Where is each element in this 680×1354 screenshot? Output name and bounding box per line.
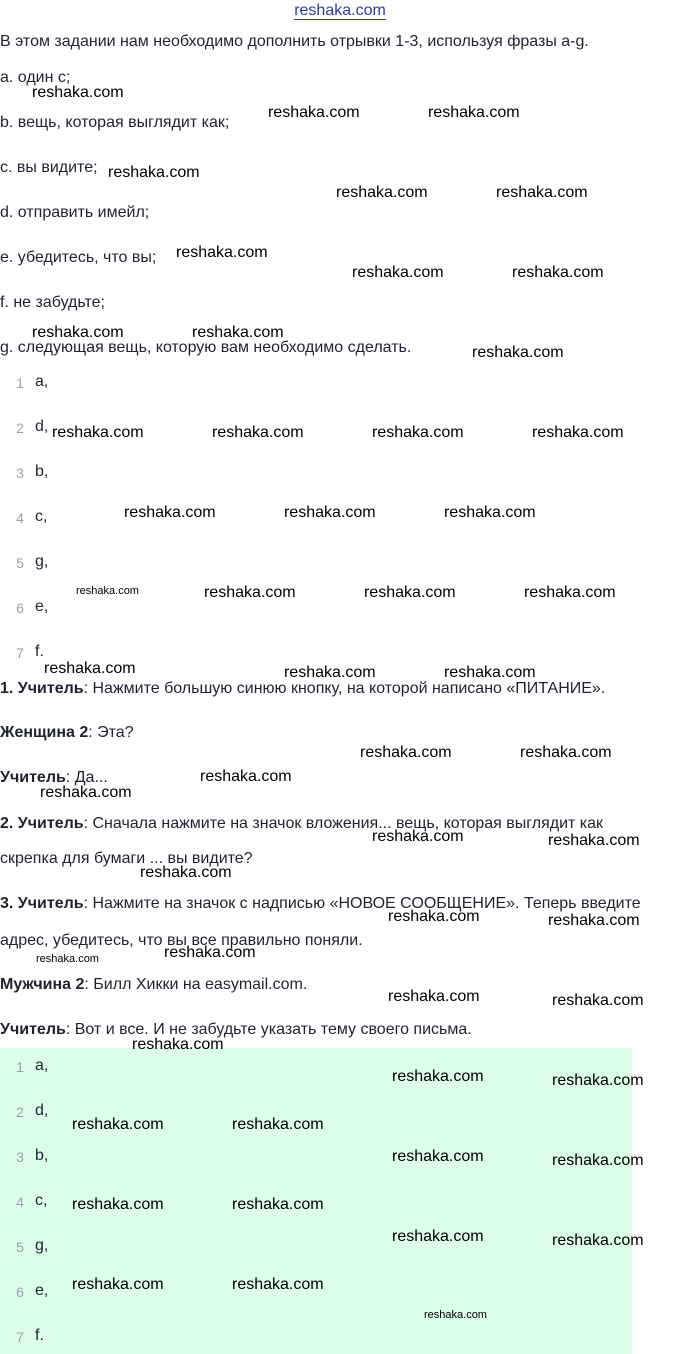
item-answer: a, [35,1057,49,1074]
dialogue-line [0,679,605,699]
item-number: 3 [16,1149,24,1165]
line-text: : Сначала нажмите на значок вложения... вещь, которая выглядит как [83,815,604,832]
speaker: Мужчина 2 [0,976,85,993]
dialogue-line [0,723,134,743]
item-answer: c, [35,508,48,525]
item-answer: g, [35,553,49,570]
watermark: reshaka.com [392,1228,484,1245]
watermark: reshaka.com [428,104,520,121]
watermark: reshaka.com [388,908,480,925]
phrase-e: e. убедитесь, что вы; [0,249,157,266]
watermark: reshaka.com [284,504,376,521]
watermark: reshaka.com [360,744,452,761]
phrase-f: f. не забудьте; [0,294,105,311]
watermark: reshaka.com [124,504,216,521]
item-number: 4 [16,510,24,526]
watermark: reshaka.com [520,744,612,761]
item-number: 6 [16,600,24,616]
item-number: 2 [16,1104,24,1120]
item-number: 5 [16,555,24,571]
item-answer: e, [35,598,49,615]
phrase-g: g. следующая вещь, которую вам необходимо сделать. [0,339,412,356]
item-number: 7 [16,645,24,661]
watermark: reshaka.com [232,1276,324,1293]
speaker: 1. Учитель [0,680,84,697]
watermark: reshaka.com [532,424,624,441]
watermark: reshaka.com [392,1068,484,1085]
item-answer: a, [35,373,49,390]
line-text: : Эта? [88,724,134,741]
speaker: Учитель [0,769,66,786]
item-answer: d, [35,1102,49,1119]
watermark: reshaka.com [552,992,644,1009]
phrase-a: a. один с; [0,69,71,86]
watermark: reshaka.com [72,1196,164,1213]
watermark: reshaka.com [444,504,536,521]
watermark: reshaka.com [424,1309,487,1321]
site-header-text[interactable]: reshaka.com [294,2,386,19]
item-number: 1 [16,375,24,391]
dialogue-line-cont: адрес, убедитесь, что вы все правильно поняли. [0,932,363,949]
dialogue-line [0,814,603,834]
watermark: reshaka.com [352,264,444,281]
watermark: reshaka.com [548,912,640,929]
watermark: reshaka.com [372,424,464,441]
watermark: reshaka.com [76,585,139,597]
line-text: : Вот и все. И не забудьте указать тему своего письма. [65,1021,472,1038]
item-number: 5 [16,1239,24,1255]
watermark: reshaka.com [284,664,376,681]
dialogue-line [0,768,108,788]
watermark: reshaka.com [472,344,564,361]
watermark: reshaka.com [552,1072,644,1089]
phrase-b: b. вещь, которая выглядит как; [0,114,230,131]
watermark: reshaka.com [548,832,640,849]
watermark: reshaka.com [232,1116,324,1133]
watermark: reshaka.com [40,784,132,801]
item-answer: g, [35,1237,49,1254]
item-answer: c, [35,1192,48,1209]
watermark: reshaka.com [388,988,480,1005]
line-text: : Билл Хикки на easymail.com. [84,976,308,993]
task-intro: В этом задании нам необходимо дополнить отрывки 1-3, используя фразы a-g. [0,33,589,50]
phrase-d: d. отправить имейл; [0,204,150,221]
watermark: reshaka.com [200,768,292,785]
watermark: reshaka.com [372,828,464,845]
watermark: reshaka.com [32,324,124,341]
answer-box [0,1048,632,1354]
watermark: reshaka.com [524,584,616,601]
item-answer: f. [35,1327,44,1344]
speaker: Женщина 2 [0,724,89,741]
dialogue-line-cont: скрепка для бумаги ... вы видите? [0,850,253,867]
watermark: reshaka.com [444,664,536,681]
watermark: reshaka.com [176,244,268,261]
watermark: reshaka.com [72,1116,164,1133]
item-answer: b, [35,463,49,480]
watermark: reshaka.com [496,184,588,201]
line-text: : Нажмите большую синюю кнопку, на которой написано «ПИТАНИЕ». [83,680,606,697]
site-header-link[interactable] [0,2,680,20]
watermark: reshaka.com [232,1196,324,1213]
speaker: 3. Учитель [0,895,84,912]
watermark: reshaka.com [552,1232,644,1249]
speaker: Учитель [0,1021,66,1038]
dialogue-line [0,894,641,914]
watermark: reshaka.com [52,424,144,441]
watermark: reshaka.com [336,184,428,201]
watermark: reshaka.com [108,164,200,181]
watermark: reshaka.com [72,1276,164,1293]
watermark: reshaka.com [44,660,136,677]
item-number: 3 [16,465,24,481]
dialogue-line [0,975,307,995]
item-answer: e, [35,1282,49,1299]
watermark: reshaka.com [32,84,124,101]
watermark: reshaka.com [204,584,296,601]
watermark: reshaka.com [512,264,604,281]
watermark: reshaka.com [36,953,99,965]
item-number: 4 [16,1194,24,1210]
item-number: 6 [16,1284,24,1300]
phrase-c: c. вы видите; [0,159,98,176]
line-text: : Да... [65,769,108,786]
item-number: 7 [16,1329,24,1345]
watermark: reshaka.com [140,864,232,881]
watermark: reshaka.com [392,1148,484,1165]
item-number: 2 [16,420,24,436]
watermark: reshaka.com [364,584,456,601]
item-answer: d, [35,418,49,435]
watermark: reshaka.com [164,944,256,961]
item-answer: f. [35,643,44,660]
watermark: reshaka.com [132,1036,224,1053]
speaker: 2. Учитель [0,815,84,832]
watermark: reshaka.com [552,1152,644,1169]
watermark: reshaka.com [192,324,284,341]
line-text: : Нажмите на значок с надписью «НОВОЕ СООБЩЕНИЕ». Теперь введите [83,895,641,912]
watermark: reshaka.com [212,424,304,441]
item-number: 1 [16,1059,24,1075]
dialogue-line [0,1020,472,1040]
watermark: reshaka.com [268,104,360,121]
item-answer: b, [35,1147,49,1164]
